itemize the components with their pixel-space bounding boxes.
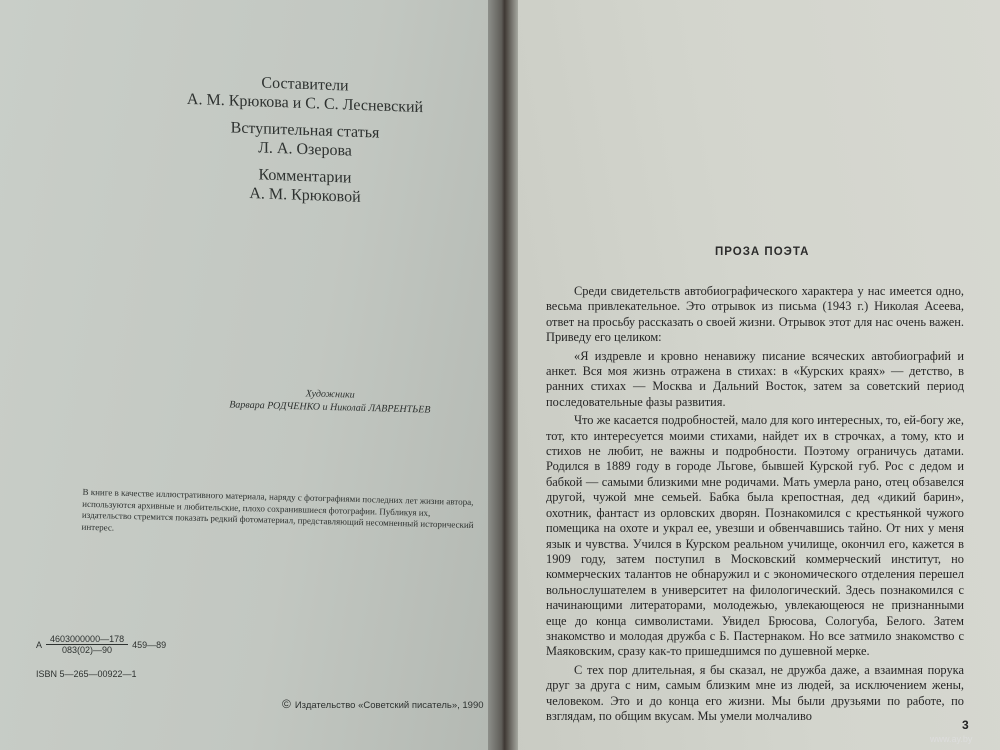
credit-comments <box>150 167 460 205</box>
illustrators-names: Варвара РОДЧЕНКО и Николай ЛАВРЕНТЬЕВ <box>229 399 431 416</box>
copyright-text: Издательство «Советский писатель», 1990 <box>294 700 484 711</box>
copyright-symbol: © <box>282 697 291 711</box>
copyright-line <box>282 697 484 711</box>
credit-names: А. М. Крюкова и С. С. Лесневский <box>186 90 424 117</box>
credit-role: Вступительная статья <box>230 119 380 142</box>
isbn: ISBN 5—265—00922—1 <box>36 669 137 679</box>
biblio-suffix: 459—89 <box>132 639 167 650</box>
credits-block <box>150 75 460 213</box>
page-number: 3 <box>962 718 969 732</box>
credit-names: Л. А. Озерова <box>258 139 352 160</box>
credit-compilers <box>150 74 460 117</box>
body-text <box>546 284 964 724</box>
paragraph: Среди свидетельств автобиографического характера у нас имеется одно, весьма привлекательное. Это отрывок из письма (1943 г.) Николая Асеева, ответ на просьбу рассказать о своей жизни. Отрывок этот для нас очень важен. Приведу его целиком: <box>546 284 964 345</box>
watermark: www.ay.by <box>930 734 973 744</box>
paragraph: Что же касается подробностей, мало для кого интересных, то, ей-богу же, тот, кто интересуется моими стихами, найдет их в строчках, а тому, кто и стихов не любит, не важны и подробности. Поэтому ограничусь датами. Родился в 1889 году в городе Льгове, бывшей Курской губ. Рос с дедом и бабкой — самыми близкими мне родичами. Мать умерла рано, отец обзавелся другой, чужой мне семьей. Бабка была крепостная, дед «дикий барин», охотник, фантаст из орловских дворян. Познакомился с крестьянкой чужого помещика на охоте и украл ее, увезши и обвенчавшись тайно. От них у меня язык и чувства. Учился в Курском реальном училище, окончил его, кажется в 1909 году, затем поступил в Московский коммерческий институт, но коммерческих талантов не обнаружил и с экономического отделения перешел вольнослушателем в университет на филологический. Здесь познакомился с начинающими литераторами, молодежью, увлекающеюся не признанными еще до конца символистами. Увидел Брюсова, Сологуба, Белого. Затем знакомство и молодая дружба с Б. Пастернаком. Но все затмило знакомство с Маяковским, сразу как-то пришедшимся по душевной мерке. <box>546 413 964 659</box>
credit-role: Составители <box>261 74 349 95</box>
biblio-denominator: 083(02)—90 <box>62 645 113 655</box>
biblio-numerator: 4603000000—178 <box>46 634 128 645</box>
book-gutter <box>488 0 518 750</box>
credit-role: Комментарии <box>258 166 352 187</box>
illustrators-role: Художники <box>305 388 355 401</box>
paragraph: «Я издревле и кровно ненавижу писание всяческих автобиографий и анкет. Вся моя жизнь отражена в стихах: в «Курских краях» — детство, в ранних стихах — Москва и Дальний Восток, затем за советский период последовательные фазы развития. <box>546 348 964 409</box>
illustration-note: В книге в качестве иллюстративного материала, наряду с фотографиями последних лет жизни автора, используются архивные и любительские, плохо сохранившиеся фотографии. Публикуя их, издательство стремится показать редкий фотоматериал, представляющий несомненный исторический интерес. <box>81 486 474 533</box>
right-page <box>510 0 1000 750</box>
credit-introduction <box>150 121 460 159</box>
section-title: ПРОЗА ПОЭТА <box>715 246 810 258</box>
credit-names: А. М. Крюковой <box>249 185 361 206</box>
biblio-fraction <box>46 634 128 655</box>
illustrators <box>170 384 491 418</box>
biblio-letter: А <box>36 639 43 650</box>
bibliographic-code <box>36 634 166 679</box>
paragraph: С тех пор длительная, я бы сказал, не дружба даже, а взаимная порука друг за друга с ним, самым близким мне из людей, за исключением жены, человеком. Это и до конца его жизни. Мы были друзьями по работе, по взглядам, по общим вкусам. Мы умели молчаливо <box>546 662 964 723</box>
